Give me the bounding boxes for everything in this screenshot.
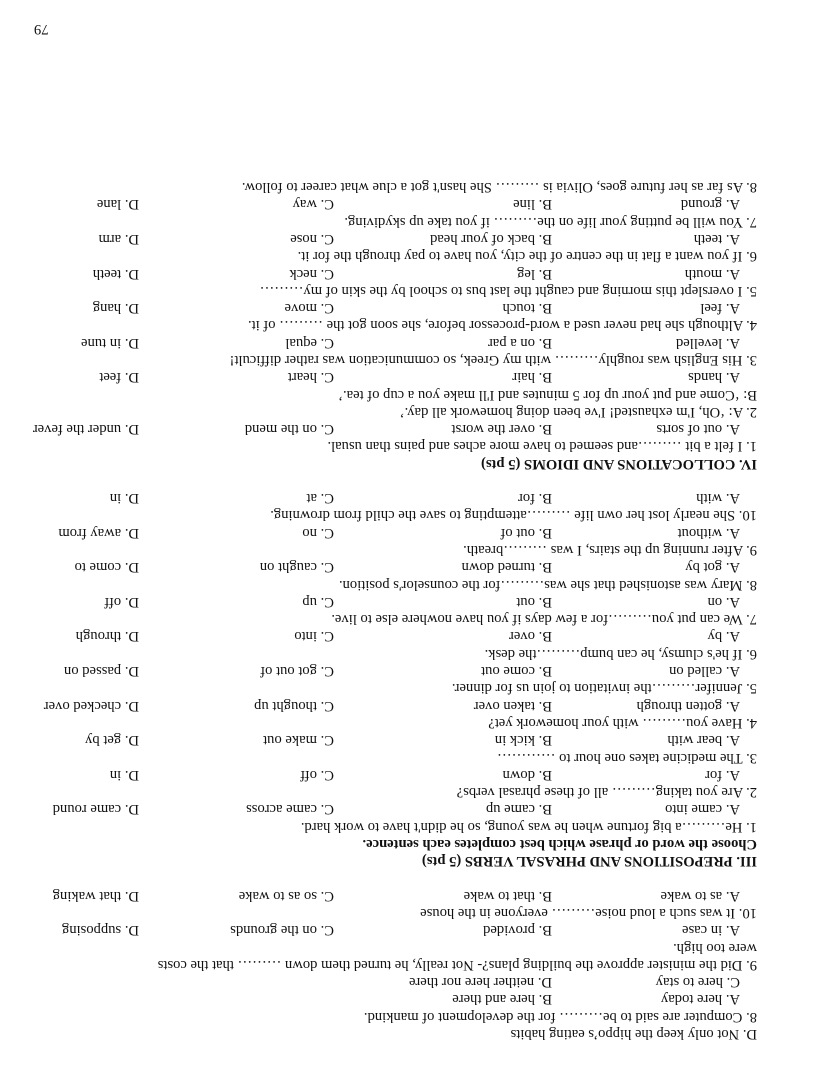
option-d: D. came round [52,801,139,818]
option-a: A. without [677,524,740,541]
options-row [37,230,757,247]
option-b: B. back of your head [430,230,552,247]
option-d: D. passed on [64,663,139,680]
option-b: B. here and there [452,991,552,1008]
option-a: A. by [707,628,740,645]
option-c: C. make out [263,732,334,749]
option-d: D. get by [85,732,139,749]
question-5: 5. Jennifer………the invitation to join us for dinner. [451,680,757,697]
option-c: C. at [306,490,334,507]
section-prepositions [37,489,757,870]
question-4: 4. Have you……… with your homework yet? [488,714,757,731]
option-a: A. came into [665,801,740,818]
option-c: C. up [302,593,334,610]
option-d: D. feet [99,369,139,386]
options-row [37,489,757,506]
options-row [37,973,757,990]
question-7: 7. You will be putting your life on the……… if you take up skydiving. [344,213,757,230]
option-c: C. equal [285,334,334,351]
question-1: 1. I felt a bit ………and seemed to have more aches and pains than usual. [327,438,757,455]
options-row [37,593,757,610]
option-a: A. hands [688,369,740,386]
options-row [37,886,757,903]
option-d: D. hang [92,300,139,317]
option-b: B. hair [512,369,552,386]
options-row [37,990,757,1007]
question-5: 5. I overslept this morning and caught the last bus to school by the skin of my……… [259,282,757,299]
option-a: A. for [705,766,740,783]
option-c: C. here to stay [655,974,740,991]
option-c: C. move [284,300,334,317]
text-line: D. Not only keep the hippo’s eating habits [510,1026,757,1042]
option-d: D. come to [74,559,139,576]
option-c: C. so as to wake [238,887,334,904]
question-7: 7. We can put you………for a few days if you have nowhere else to live. [331,611,757,628]
option-c: C. thought up [254,697,334,714]
question-2: 2. A: ‘Oh, I'm exhausted! I've been doing homework all day.’ [399,403,757,420]
option-b: B. line [513,196,552,213]
option-a: A. here today [660,991,740,1008]
option-c: C. on the grounds [230,922,334,939]
option-d: D. teeth [92,265,139,282]
question-8: 8. Computer are said to be……… for the development of mankind. [363,1008,757,1025]
options-row [32,420,757,438]
option-c: C. off [300,766,334,783]
option-d: D. supposing [61,922,139,939]
option-a: A. out of sorts [656,421,740,438]
option-a: A. ground [680,196,740,213]
question-8: 8. Mary was astonished that she was………for the counselor's position. [338,576,757,593]
option-c: C. got out of [260,663,334,680]
option-d: D. in [109,490,139,507]
question-3: 3. His English was roughly……… with my Greek, so communication was rather difficult! [229,352,757,369]
section-title: IV. COLLOCATIONS AND IDIOMS (5 pts) [481,455,757,472]
question-2: 2. Are you taking……… all of these phrasal verbs? [456,784,757,801]
option-c: C. into [294,628,334,645]
options-row [37,921,757,938]
option-b: B. came up [485,801,552,818]
option-c: C. nose [290,230,334,247]
option-c: C. on the mend [244,421,334,438]
option-b: B. over the worst [451,421,552,438]
option-d: D. lane [96,196,139,213]
options-row [37,264,757,281]
section-instruction: Choose the word or phrase which best completes each sentence. [362,836,757,853]
option-a: A. on [707,593,740,610]
option-b: B. come out [481,663,552,680]
option-c: C. came across [246,801,334,818]
option-a: A. with [696,490,740,507]
option-b: B. touch [502,300,552,317]
option-a: A. mouth [684,265,740,282]
option-b: B. on a par [487,334,552,351]
option-b: B. taken over [473,697,552,714]
option-b: B. turned down [461,559,552,576]
question-9: 9. Did the minister approve the building plans?- Not really, he turned them down ……… that the costs [157,956,757,973]
question-6: 6. If he's clumsy, he can bump………the desk. [484,645,757,662]
options-row [37,333,757,350]
section-collocations [32,178,757,472]
option-d: D. neither here nor there [408,974,552,991]
question-9: 9. After running up the stairs, I was ………breath. [463,541,757,558]
question-3: 3. The medicine takes one hour to ………… [497,749,757,766]
question-list [32,178,757,455]
option-b: B. that to wake [463,887,552,904]
option-c: C. neck [289,265,334,282]
option-a: A. teeth [693,230,740,247]
question-6: 6. If you want a flat in the centre of the city, you have to pay through the for it. [297,248,757,265]
option-d: D. in [109,766,139,783]
options-row [37,558,757,575]
question-list [37,489,757,835]
option-b: B. for [517,490,552,507]
options-row [37,523,757,540]
option-b: B. over [509,628,552,645]
option-a: A. in case [682,922,740,939]
option-a: A. levelled [675,334,740,351]
question-8: 8. As far as her future goes, Olivia is ……… She hasn't got a clue what career to follow. [241,179,757,196]
option-a: A. feel [700,300,740,317]
option-d: D. checked over [43,697,139,714]
page-content [32,178,757,1042]
options-row [37,662,757,679]
option-b: B. provided [483,922,552,939]
options-row [37,800,757,817]
option-d: D. that waking [52,887,139,904]
option-d: D. arm [98,230,139,247]
option-d: D. under the fever [32,421,139,438]
option-a: A. called on [669,663,740,680]
option-c: C. heart [287,369,334,386]
options-row [37,195,757,212]
question-1: 1. He………a big fortune when he was young, so he didn't have to work hard. [300,818,757,835]
option-c: C. caught on [259,559,334,576]
question-4: 4. Although she had never used a word-processor before, she soon got the ……… of it. [247,317,757,334]
option-b: B. out of [500,524,552,541]
options-row [37,731,757,748]
option-a: A. bear with [667,732,740,749]
option-b: B. out [516,593,552,610]
option-d: D. away from [58,524,139,541]
question-9-continued: were too high. [673,939,757,956]
question-10: 10. It was such a loud noise……… everyone in the house [420,904,757,921]
option-b: B. kick in [494,732,552,749]
option-c: C. no [302,524,334,541]
option-d: D. through [75,628,139,645]
options-row [37,299,757,316]
options-row [37,696,757,713]
options-row [37,627,757,644]
option-a: A. as to wake [660,887,740,904]
options-row [37,766,757,783]
option-a: A. got by [685,559,740,576]
option-d: D. in tune [81,334,139,351]
question-10: 10. She nearly lost her own life ………attempting to save the child from drowning. [270,507,757,524]
option-c: C. way [292,196,334,213]
option-b: B. leg [517,265,552,282]
question-2-dialogue: B: ‘Come and put your up for 5 minutes and I'll make you a cup of tea.’ [338,386,757,403]
options-row [37,368,757,385]
page-number: 79 [34,21,49,37]
option-a: A. gotten through [636,697,740,714]
section-title: III. PREPOSITIONS AND PHRASAL VERBS (5 pts) [421,853,757,870]
option-b: B. down [502,766,552,783]
option-d: D. off [104,593,139,610]
